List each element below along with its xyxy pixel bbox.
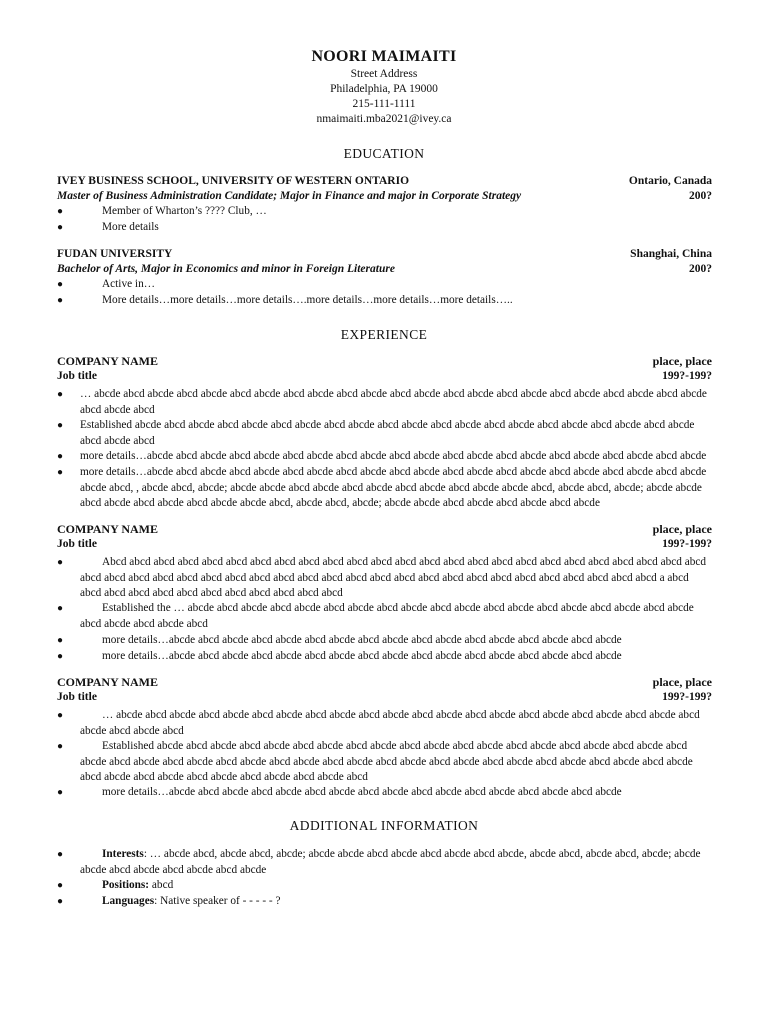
section-title-education: EDUCATION xyxy=(343,146,425,161)
company-place: place, place xyxy=(652,675,712,689)
list-item: ● Established abcde abcd abcde abcd abcde abcd abcde abcd abcde abcd abcde abcd abcde abcd abcde abcd abcde abcd abcde abcd abcde abcd abcde abcd abcde abcd abcde abcd abcde abcd abcde abcd abcde abcd abcde abcd abcde abcd abcde abcd abcde abcd abcde abcd abcde abcd abcde abcd abcde abcd abcde abcd abcde abcd xyxy=(57,740,693,783)
bullet-icon: ● xyxy=(57,389,64,400)
degree-year: 200? xyxy=(689,263,712,275)
bullet-icon: ● xyxy=(57,222,64,233)
job-title-row xyxy=(57,369,712,384)
bullet-icon: ● xyxy=(57,635,64,646)
list-item: ● More details…more details…more details….more details…more details…more details….. xyxy=(57,293,712,309)
languages-label: Languages xyxy=(102,895,155,907)
interests-label: Interests xyxy=(102,848,144,860)
list-item: ● more details…abcde abcd abcde abcd abcde abcd abcde abcd abcde abcd abcde abcd abcde abcd abcde abcd abcde abcd abcde abcd abcde abcde abcd, , abcde abcd, abcde; abcde abcde abcd abcde abcd abcde abcd abcde abcd abcde abcde abcd, abcde abcd, abcde; abcde abcde abcd abcde abcd abcde abcd abcde abcde abcd, abcde abcd, abcde; abcde abcde abcd abcde abcd abcde abcd abcde xyxy=(57,466,707,509)
company-name: COMPANY NAME xyxy=(57,675,158,689)
list-item: ● Member of Wharton’s ???? Club, … xyxy=(57,204,712,220)
section-title-experience: EXPERIENCE xyxy=(340,327,428,342)
education-degree-row xyxy=(57,189,712,204)
education-entry-fudan xyxy=(57,247,712,262)
company-place: place, place xyxy=(652,522,712,536)
company-name: COMPANY NAME xyxy=(57,522,158,536)
school-location: Shanghai, China xyxy=(630,248,712,260)
bullet-icon: ● xyxy=(57,880,64,891)
job-dates: 199?-199? xyxy=(662,691,712,703)
list-item: ● … abcde abcd abcde abcd abcde abcd abcde abcd abcde abcd abcde abcd abcde abcd abcde abcd abcde abcd abcde abcd abcde abcd abcde abcd abcde abcd xyxy=(57,388,707,416)
bullet-icon: ● xyxy=(57,849,64,860)
positions-label: Positions: xyxy=(102,879,150,891)
list-item-languages xyxy=(57,894,712,910)
bullet-icon: ● xyxy=(57,206,64,217)
email-address: nmaimaiti.mba2021@ivey.ca xyxy=(316,113,452,125)
candidate-name: NOORI MAIMAITI xyxy=(311,48,457,65)
positions-text: abcd xyxy=(149,879,174,891)
interests-text: : … abcde abcd, abcde abcd, abcde; abcde abcde abcd abcde abcd abcde abcd abcde, abcde abcd, abcde abcd, abcde; abcde abcde abcd abcde abcd abcde abcd abcde xyxy=(80,848,701,876)
list-item: ● More details xyxy=(57,220,712,236)
education-entry-ivey xyxy=(57,174,712,189)
bullet-icon: ● xyxy=(57,295,64,306)
list-item-positions xyxy=(57,878,712,894)
job-title: Job title xyxy=(57,538,97,550)
job-title: Job title xyxy=(57,691,97,703)
job-title-row xyxy=(57,690,712,705)
job-dates: 199?-199? xyxy=(662,538,712,550)
bullet-icon: ● xyxy=(57,279,64,290)
bullet-icon: ● xyxy=(57,420,64,431)
experience-entry-2 xyxy=(57,522,712,537)
experience-entry-3 xyxy=(57,675,712,690)
bullet-icon: ● xyxy=(57,741,64,752)
languages-text: : Native speaker of - - - - - ? xyxy=(154,895,281,907)
job-title-row xyxy=(57,537,712,552)
phone-number: 215-111-1111 xyxy=(352,98,416,110)
school-name: FUDAN UNIVERSITY xyxy=(57,248,173,260)
list-item-interests xyxy=(57,847,712,878)
bullet-icon: ● xyxy=(57,787,64,798)
job-dates: 199?-199? xyxy=(662,370,712,382)
degree-year: 200? xyxy=(689,190,712,202)
list-item: ● more details…abcde abcd abcde abcd abcde abcd abcde abcd abcde abcd abcde abcd abcde abcd abcde abcd abcde abcd abcde abcd abcde xyxy=(57,449,712,465)
bullet-icon: ● xyxy=(57,603,64,614)
company-place: place, place xyxy=(652,354,712,368)
list-item: ● more details…abcde abcd abcde abcd abcde abcd abcde abcd abcde abcd abcde abcd abcde abcd abcde abcd abcde xyxy=(57,785,712,801)
street-address: Street Address xyxy=(350,68,418,80)
bullet-icon: ● xyxy=(57,557,64,568)
school-location: Ontario, Canada xyxy=(628,175,712,187)
bullet-icon: ● xyxy=(57,451,64,462)
list-item: ● more details…abcde abcd abcde abcd abcde abcd abcde abcd abcde abcd abcde abcd abcde abcd abcde abcd abcde xyxy=(57,649,712,665)
company-name: COMPANY NAME xyxy=(57,354,158,368)
list-item: ● Established the … abcde abcd abcde abcd abcde abcd abcde abcd abcde abcd abcde abcd abcde abcd abcde abcd abcde abcd abcde abcd abcde abcd abcde abcd xyxy=(57,602,694,630)
degree-title: Bachelor of Arts, Major in Economics and minor in Foreign Literature xyxy=(57,263,395,275)
job-title: Job title xyxy=(57,370,97,382)
bullet-icon: ● xyxy=(57,710,64,721)
list-item: ● more details…abcde abcd abcde abcd abcde abcd abcde abcd abcde abcd abcde abcd abcde abcd abcde abcd abcde xyxy=(57,633,712,649)
list-item: ● Established abcde abcd abcde abcd abcde abcd abcde abcd abcde abcd abcde abcd abcde abcd abcde abcd abcde abcd abcde abcd abcde abcd abcde abcd xyxy=(57,419,695,447)
section-title-additional: ADDITIONAL INFORMATION xyxy=(289,818,479,833)
list-item: ● Active in… xyxy=(57,277,712,293)
experience-entry-1 xyxy=(57,354,712,369)
list-item: ● Abcd abcd abcd abcd abcd abcd abcd abcd abcd abcd abcd abcd abcd abcd abcd abcd abcd abcd abcd abcd abcd abcd abcd abcd abcd abcd abcd abcd abcd abcd abcd abcd abcd abcd abcd abcd abcd abcd abcd abcd abcd abcd abcd abcd abcd abcd abcd abcd abcd a abcd abcd abcd abcd abcd abcd abcd abcd abcd abcd abcd abcd xyxy=(57,556,707,599)
degree-title: Master of Business Administration Candidate; Major in Finance and major in Corporate Strategy xyxy=(57,190,522,202)
bullet-icon: ● xyxy=(57,651,64,662)
bullet-icon: ● xyxy=(57,467,64,478)
city-state-zip: Philadelphia, PA 19000 xyxy=(330,83,438,95)
bullet-icon: ● xyxy=(57,896,64,907)
school-name: IVEY BUSINESS SCHOOL, UNIVERSITY OF WESTERN ONTARIO xyxy=(57,175,410,187)
list-item: ● … abcde abcd abcde abcd abcde abcd abcde abcd abcde abcd abcde abcd abcde abcd abcde abcd abcde abcd abcde abcd abcde abcd abcde abcd abcde abcd xyxy=(57,709,700,737)
education-degree-row xyxy=(57,262,712,277)
